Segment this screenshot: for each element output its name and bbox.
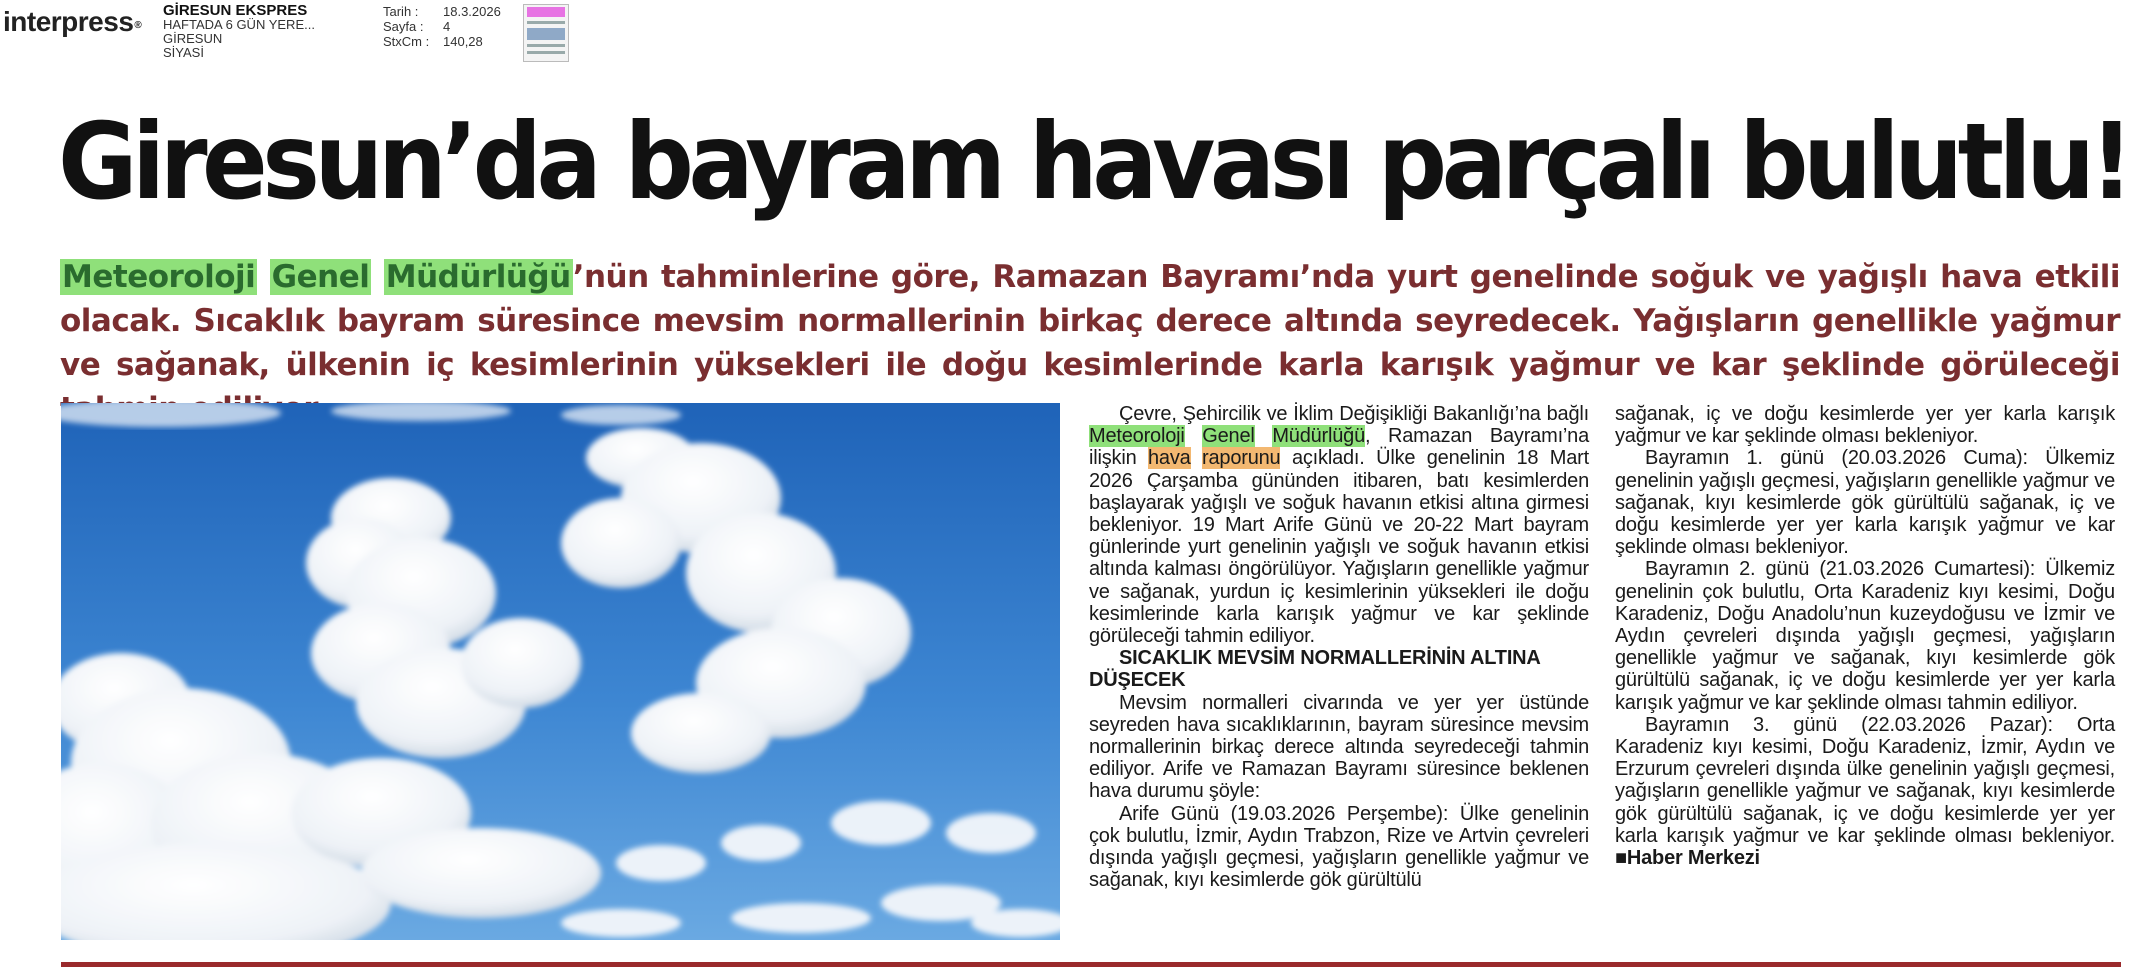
meta-label: Tarih : xyxy=(383,4,419,19)
body-paragraph: Bayramın 1. günü (20.03.2026 Cuma): Ülkemiz genelinin yağışlı geçmesi, yağışların genellikle yağmur ve sağanak, kıyı kesimlerde gök gürültülü sağanak, iç ve doğu kesimlerde yer yer karla karışık yağmur ve kar şeklinde olması bekleniyor. xyxy=(1615,447,2115,559)
meta-label: Sayfa : xyxy=(383,19,424,34)
text-highlight: Müdürlüğü xyxy=(1272,425,1366,448)
body-text: Bayramın 3. günü (22.03.2026 Pazar): Orta Karadeniz kıyı kesimi, Doğu Karadeniz, İzmir, Aydın ve Erzurum çevreleri dışında ülke genelinin yağışlı geçmesi, yağışların genellikle yağmur ve sağanak, kıyı kesimlerde gök gürültülü sağanak, iç ve doğu kesimlerde yer yer karla karışık yağmur ve kar şeklinde olması bekleniyor. xyxy=(1615,713,2115,847)
thumbnail-highlight xyxy=(527,7,565,17)
lead-text: ’nün tahminlerine göre, Ramazan Bayramı’nda yurt genelinde soğuk ve yağışlı hava etkili olacak. Sıcaklık bayram süresince mevsim normallerinin birkaç derece altında seyredecek. Yağışların genellikle yağmur ve sağanak, ülkenin iç kesimlerinin yüksekleri ile doğu kesimlerinde karla karışık yağmur ve kar şeklinde görüleceği xyxy=(60,259,2121,383)
meta-value: 140,28 xyxy=(443,34,483,49)
cloud-sky-photo xyxy=(61,403,1060,940)
body-paragraph: Bayramın 2. günü (21.03.2026 Cumartesi): Ülkemiz genelinin çok bulutlu, Orta Karadeniz kıyı kesimi, Doğu Karadeniz, Doğu Anadolu’nun kuzeydoğusu ve İzmir ve Aydın çevreleri dışında yağışlı geçmesi, yağışların genellikle yağmur ve sağanak, kıyı kesimlerde gök gürültülü sağanak, iç ve doğu kesimlerde yer yer karla karışık yağmur ve kar şeklinde olması tahmin ediliyor. xyxy=(1615,558,2115,714)
article-column-2 xyxy=(1615,403,2115,869)
text-highlight: raporunu xyxy=(1202,447,1281,470)
article-column-1 xyxy=(1089,403,1589,891)
bottom-rule xyxy=(61,962,2121,967)
body-paragraph: sağanak, iç ve doğu kesimlerde yer yer karla karışık yağmur ve kar şeklinde olması bekleniyor. xyxy=(1615,403,2115,448)
publication-category: SİYASİ xyxy=(163,45,204,60)
interpress-logo xyxy=(3,4,141,40)
clipping-meta xyxy=(383,4,501,49)
section-subheading: SICAKLIK MEVSİM NORMALLERİNİN ALTINA DÜŞECEK xyxy=(1089,647,1540,692)
meta-stxcm-row xyxy=(383,34,501,49)
lead-highlight: Meteoroloji xyxy=(62,259,256,295)
text-highlight: Meteoroloji xyxy=(1089,425,1185,448)
lead-highlight: Genel xyxy=(271,259,370,295)
body-paragraph xyxy=(1089,403,1589,647)
thumbnail-line xyxy=(527,21,565,24)
meta-page-row xyxy=(383,19,501,34)
logo-text: interpress xyxy=(3,6,134,37)
publication-info xyxy=(163,4,315,60)
thumbnail-image xyxy=(527,28,565,40)
lead-highlight: Müdürlüğü xyxy=(385,259,571,295)
publication-city: GİRESUN xyxy=(163,31,223,46)
publication-name: GİRESUN EKSPRES xyxy=(163,2,308,19)
text-highlight: Genel xyxy=(1202,425,1255,448)
author-signature: ■Haber Merkezi xyxy=(1615,847,1760,870)
body-text: açıkladı. Ülke genelinin 18 Mart 2026 Çarşamba gününden itibaren, batı kesimlerden başlayarak yağışlı ve soğuk havanın etkisi altına girmesi bekleniyor. 19 Mart Arife Günü ve 20-22 Mart bayram günlerinde yurt genelinin yağışlı ve soğuk havanın etkisi altında kalması öngörülüyor. Yağışların genellikle yağmur ve sağanak, yurdun iç kesimlerinin yüksekleri ile doğu kesimlerinde karla karışık yağmur ve kar şeklinde görüleceği tahmin ediliyor. xyxy=(1089,447,1589,648)
meta-date-row xyxy=(383,4,501,19)
meta-value: 18.3.2026 xyxy=(443,4,501,19)
body-text: , Ramazan Bayramı’na ilişkin xyxy=(1089,425,1590,470)
publication-frequency: HAFTADA 6 GÜN YERE... xyxy=(163,17,315,32)
body-paragraph: Arife Günü (19.03.2026 Perşembe): Ülke genelinin çok bulutlu, İzmir, Aydın Trabzon, Rize ve Artvin çevreleri dışında yağışlı geçmesi, yağışların genellikle yağmur ve sağanak, kıyı kesimlerde gök gürültülü xyxy=(1089,802,1589,892)
body-text: Çevre, Şehircilik ve İklim Değişikliği Bakanlığı’na bağlı xyxy=(1119,403,1589,425)
article-headline: Giresun’da bayram havası parçalı bulutlu! xyxy=(58,101,2129,223)
page-thumbnail[interactable] xyxy=(523,4,569,62)
body-paragraph xyxy=(1615,714,2115,869)
body-paragraph: Mevsim normalleri civarında ve yer yer üstünde seyreden hava sıcaklıklarının, bayram süresince mevsim normallerinin birkaç derece altında seyredeceği tahmin ediliyor. Arife ve Ramazan Bayramı süresince beklenen hava durumu şöyle: xyxy=(1089,691,1589,803)
text-highlight: hava xyxy=(1147,447,1191,470)
thumbnail-line xyxy=(527,51,565,54)
thumbnail-line xyxy=(527,44,565,47)
registered-mark: ® xyxy=(134,20,142,31)
meta-label: StxCm : xyxy=(383,34,430,49)
meta-value: 4 xyxy=(443,19,451,34)
